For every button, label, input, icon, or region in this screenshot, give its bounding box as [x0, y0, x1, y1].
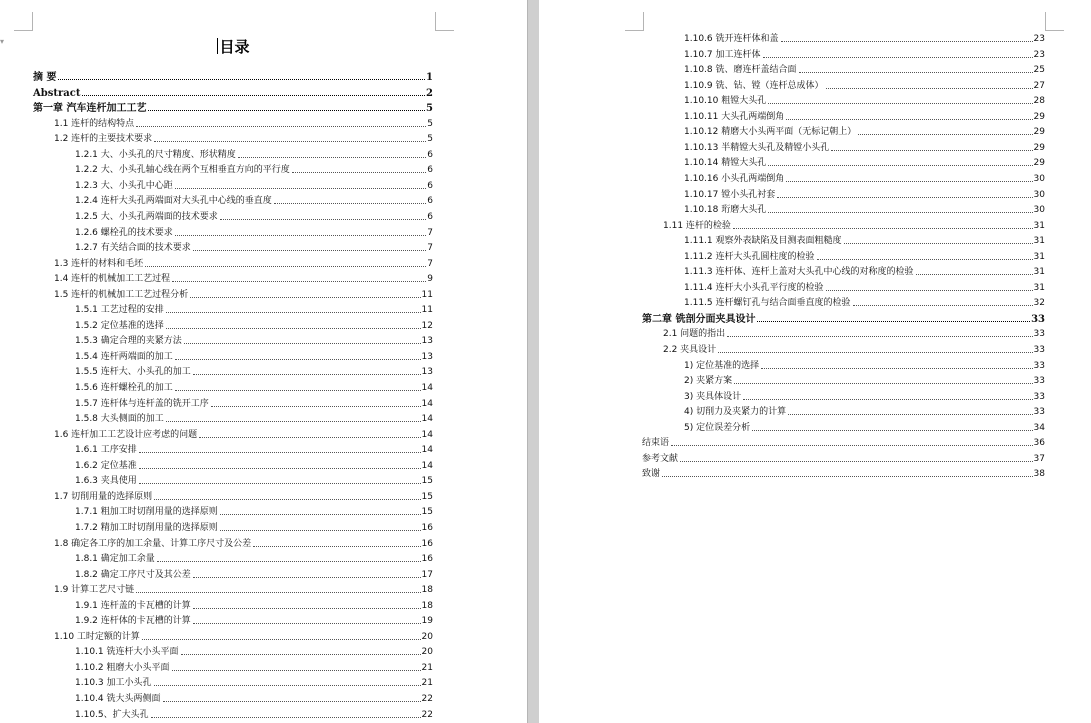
toc-entry-leader [916, 274, 1033, 275]
toc-entry-label: 1.9 计算工艺尺寸链 [54, 585, 135, 596]
toc-entry-label: 1.5.4 连杆两端面的加工 [75, 351, 173, 362]
toc-entry-leader [142, 639, 421, 640]
toc-entry-leader [781, 41, 1033, 42]
toc-entry-leader [734, 383, 1032, 384]
toc-entry-label: 1.10.6 铣开连杆体和盖 [684, 34, 779, 44]
toc-entry-leader [763, 57, 1033, 58]
toc-entry-leader [154, 141, 426, 142]
toc-entry-label: 5) 定位误差分析 [684, 422, 751, 433]
toc-entry-label: Abstract [33, 87, 81, 99]
toc-entry-label: 1.5.2 定位基准的选择 [75, 320, 164, 331]
toc-entry-label: 致谢 [642, 469, 661, 480]
toc-entry-page: 21 [421, 678, 433, 689]
toc-entry-leader [727, 336, 1032, 337]
toc-entry-label: 1.2.4 连杆大头孔两端面对大头孔中心线的垂直度 [75, 196, 272, 207]
toc-entry-label: 1.11 连杆的检验 [663, 220, 731, 231]
toc-entry-page: 31 [1033, 236, 1045, 247]
toc-entry-label: 1.5.6 连杆螺栓孔的加工 [75, 383, 173, 393]
toc-entry-label: 1.5 连杆的机械加工工艺过程分析 [54, 289, 189, 300]
toc-entry-page: 36 [1033, 438, 1045, 449]
toc-entry-leader [199, 437, 420, 438]
toc-entry-label: 1.10 工时定额的计算 [54, 631, 140, 642]
toc-entry-label: 2.2 夹具设计 [663, 345, 717, 355]
toc-entry[interactable] [684, 140, 1045, 154]
toc-entry-leader [175, 359, 421, 360]
toc-entry-leader [680, 461, 1033, 462]
toc-entry-label: 摘 要 [33, 72, 57, 83]
toc-entry-label: 1.8.1 确定加工余量 [75, 554, 155, 565]
toc-entry-leader [193, 623, 421, 624]
toc-entry-label: 1.2.6 螺栓孔的技术要求 [75, 227, 173, 238]
toc-entry-label: 4) 切削力及夹紧力的计算 [684, 407, 787, 418]
toc-entry[interactable] [75, 707, 433, 721]
toc-entry-leader [788, 414, 1032, 415]
toc-entry-page: 33 [1033, 407, 1045, 418]
toc-entry-page: 6 [427, 180, 433, 191]
toc-entry-leader [172, 281, 426, 282]
toc-entry[interactable] [54, 427, 433, 441]
toc-entry[interactable] [684, 171, 1045, 185]
toc-entry-leader [157, 561, 421, 562]
toc-entry[interactable] [75, 380, 433, 394]
toc-entry-leader [175, 390, 421, 391]
toc-entry[interactable] [642, 311, 1045, 325]
toc-entry-label: 1.10.5、扩大头孔 [75, 709, 149, 720]
toc-entry-leader [274, 203, 427, 204]
toc-entry-leader [844, 243, 1033, 244]
toc-entry[interactable] [75, 240, 433, 254]
toc-entry-leader [145, 266, 426, 267]
toc-entry-leader [136, 126, 426, 127]
toc-entry-leader [175, 235, 427, 236]
toc-entry-page: 34 [1033, 422, 1045, 433]
toc-entry-label: 1.2.1 大、小头孔的尺寸精度、形状精度 [75, 149, 236, 160]
toc-entry-page: 20 [421, 631, 433, 642]
toc-entry-page: 16 [421, 538, 433, 549]
toc-entry-label: 1.7 切削用量的选择原则 [54, 491, 153, 502]
toc-entry-page: 15 [421, 476, 433, 487]
toc-entry[interactable] [663, 326, 1045, 340]
toc-entry[interactable] [684, 358, 1045, 372]
toc-entry[interactable] [75, 473, 433, 487]
toc-entry-page: 1 [426, 72, 433, 83]
toc-entry[interactable] [75, 567, 433, 581]
toc-entry-page: 14 [421, 460, 433, 471]
toc-entry-page: 5 [427, 134, 433, 145]
toc-entry-leader [743, 399, 1032, 400]
toc-entry-label: 1.9.1 连杆盖的卡瓦槽的计算 [75, 600, 191, 611]
toc-entry-leader [220, 219, 427, 220]
toc-entry-label: 1.5.1 工艺过程的安排 [75, 305, 164, 316]
toc-entry[interactable] [684, 389, 1045, 403]
toc-entry-label: 1.2.7 有关结合面的技术要求 [75, 243, 191, 254]
page-gutter [527, 0, 539, 723]
toc-entry-page: 13 [421, 336, 433, 347]
toc-entry[interactable] [75, 147, 433, 161]
toc-title[interactable] [0, 36, 467, 57]
toc-entry-label: 1.10.3 加工小头孔 [75, 678, 152, 689]
toc-entry-label: 1.1 连杆的结构特点 [54, 118, 135, 129]
toc-entry[interactable] [75, 551, 433, 565]
toc-entry-page: 29 [1033, 158, 1045, 169]
toc-entry[interactable] [33, 85, 433, 99]
toc-entry[interactable] [75, 613, 433, 627]
toc-entry-page: 15 [421, 507, 433, 518]
toc-entry[interactable] [54, 256, 433, 270]
toc-entry-leader [154, 499, 420, 500]
toc-entry[interactable] [75, 442, 433, 456]
toc-entry[interactable] [684, 295, 1045, 309]
toc-title-text: 目录 [219, 38, 250, 56]
toc-entry-leader [181, 654, 421, 655]
toc-entry[interactable] [684, 155, 1045, 169]
toc-entry-leader [817, 259, 1033, 260]
toc-entry-leader [82, 95, 425, 96]
toc-entry[interactable] [75, 598, 433, 612]
toc-entry-leader [58, 79, 425, 80]
toc-entry[interactable] [642, 435, 1045, 449]
toc-entry-page: 29 [1033, 127, 1045, 138]
toc-entry[interactable] [684, 93, 1045, 107]
toc-entry-page: 22 [421, 694, 433, 704]
toc-entry-leader [718, 352, 1032, 353]
toc-entry[interactable] [75, 302, 433, 316]
toc-entry[interactable] [75, 193, 433, 207]
toc-entry[interactable] [684, 420, 1045, 434]
toc-entry[interactable] [75, 660, 433, 674]
toc-entry-page: 6 [427, 149, 433, 160]
toc-entry-page: 15 [421, 491, 433, 502]
document-page-left[interactable] [0, 0, 527, 723]
toc-entry-leader [768, 212, 1032, 213]
toc-entry-page: 14 [421, 429, 433, 440]
toc-entry-page: 30 [1033, 173, 1045, 184]
toc-entry-leader [671, 445, 1033, 446]
toc-entry[interactable] [684, 280, 1045, 294]
toc-entry-page: 28 [1033, 96, 1045, 107]
toc-entry[interactable] [54, 131, 433, 145]
toc-entry-leader [238, 157, 427, 158]
toc-entry-page: 16 [421, 554, 433, 565]
toc-entry-leader [826, 88, 1033, 89]
toc-entry-leader [139, 483, 421, 484]
toc-entry-leader [139, 468, 421, 469]
toc-entry-page: 6 [427, 196, 433, 207]
toc-entry[interactable] [75, 333, 433, 347]
toc-entry-leader [154, 685, 421, 686]
toc-entry-leader [163, 701, 421, 702]
toc-entry[interactable] [684, 404, 1045, 418]
toc-entry-leader [139, 452, 421, 453]
toc-entry-label: 1.10.17 镗小头孔衬套 [684, 189, 776, 200]
toc-entry-label: 结束语 [642, 438, 670, 449]
toc-entry-leader [761, 368, 1032, 369]
toc-entry-leader [220, 530, 421, 531]
crop-mark-top-right [1045, 12, 1064, 31]
toc-entry-label: 3) 夹具体设计 [684, 391, 742, 402]
toc-entry-page: 31 [1033, 220, 1045, 231]
toc-entry-page: 18 [421, 600, 433, 611]
toc-entry[interactable] [75, 349, 433, 363]
toc-entry-label: 第一章 汽车连杆加工工艺 [33, 103, 147, 115]
toc-entry[interactable] [642, 451, 1045, 465]
toc-entry-label: 1.5.5 连杆大、小头孔的加工 [75, 367, 191, 378]
toc-entry-label: 1.10.11 大头孔两端倒角 [684, 111, 785, 122]
toc-entry-label: 1.5.3 确定合理的夹紧方法 [75, 336, 182, 347]
toc-entry[interactable] [684, 78, 1045, 92]
toc-entry-leader [190, 297, 420, 298]
toc-entry-leader [253, 546, 420, 547]
toc-entry-page: 33 [1033, 376, 1045, 387]
toc-entry-label: 1.9.2 连杆体的卡瓦槽的计算 [75, 616, 191, 627]
toc-entry[interactable] [75, 209, 433, 223]
toc-entry-page: 30 [1033, 189, 1045, 200]
toc-entry-page: 29 [1033, 111, 1045, 122]
toc-entry[interactable] [684, 373, 1045, 387]
toc-entry-page: 7 [427, 243, 433, 254]
toc-entry[interactable] [54, 287, 433, 301]
toc-entry-page: 5 [427, 118, 433, 129]
toc-entry-leader [768, 103, 1032, 104]
toc-entry-page: 7 [427, 258, 433, 269]
toc-entry-page: 14 [421, 398, 433, 409]
toc-entry[interactable] [75, 396, 433, 410]
toc-entry-label: 1.10.12 精磨大小头两平面（无标记朝上） [684, 127, 857, 138]
toc-entry-page: 9 [427, 274, 433, 285]
toc-entry-page: 21 [421, 662, 433, 673]
toc-entry-leader [853, 305, 1033, 306]
toc-entry-page: 37 [1033, 453, 1045, 464]
toc-entry-label: 1.10.14 精镗大头孔 [684, 158, 767, 169]
toc-entry-label: 1.8.2 确定工序尺寸及其公差 [75, 569, 191, 580]
toc-entry-leader [211, 406, 421, 407]
toc-entry-leader [752, 430, 1032, 431]
toc-entry-page: 12 [421, 320, 433, 331]
toc-entry-leader [786, 181, 1032, 182]
toc-entry-label: 1.5.7 连杆体与连杆盖的铣开工序 [75, 398, 209, 409]
toc-entry[interactable] [75, 644, 433, 658]
toc-entry-leader [292, 172, 427, 173]
toc-entry-page: 5 [426, 103, 433, 115]
toc-entry-leader [193, 608, 421, 609]
toc-entry[interactable] [663, 342, 1045, 356]
toc-entry-label: 1.4 连杆的机械加工工艺过程 [54, 274, 171, 285]
document-page-right[interactable] [539, 0, 1091, 723]
toc-entry-page: 17 [421, 569, 433, 580]
toc-entry-page: 6 [427, 211, 433, 222]
toc-entry-label: 1.7.2 精加工时切削用量的选择原则 [75, 522, 218, 533]
toc-entry[interactable] [75, 520, 433, 534]
crop-mark-top-left [14, 12, 33, 31]
toc-entry-page: 11 [421, 305, 433, 316]
toc-entry-label: 1.6.1 工序安排 [75, 445, 137, 456]
toc-entry-label: 1.10.18 珩磨大头孔 [684, 205, 767, 216]
toc-entry-label: 1.10.2 粗磨大小头平面 [75, 662, 170, 673]
toc-entry-page: 33 [1031, 313, 1045, 325]
toc-entry-leader [768, 165, 1032, 166]
toc-entry-page: 23 [1033, 34, 1045, 44]
toc-entry[interactable] [684, 187, 1045, 201]
toc-entry[interactable] [54, 582, 433, 596]
toc-entry-page: 31 [1033, 251, 1045, 262]
toc-entry[interactable] [54, 116, 433, 130]
toc-entry-page: 33 [1033, 391, 1045, 402]
toc-entry-page: 13 [421, 367, 433, 378]
toc-entry[interactable] [684, 233, 1045, 247]
toc-entry-page: 19 [421, 616, 433, 627]
toc-entry-page: 14 [421, 383, 433, 393]
toc-entry-label: 1.11.1 观察外表缺陷及目测表面粗糙度 [684, 236, 842, 247]
toc-entry-label: 1.11.3 连杆体、连杆上盖对大头孔中心线的对称度的检验 [684, 267, 914, 278]
toc-entry-label: 1.6.3 夹具使用 [75, 476, 137, 487]
toc-entry-page: 27 [1033, 80, 1045, 91]
toc-entry[interactable] [54, 536, 433, 550]
toc-entry[interactable] [684, 47, 1045, 61]
toc-entry-leader [799, 72, 1033, 73]
toc-entry-leader [166, 421, 421, 422]
toc-entry-page: 20 [421, 647, 433, 658]
page-gutter-edge [527, 0, 528, 723]
toc-entry-page: 18 [421, 585, 433, 596]
toc-entry-leader [826, 290, 1033, 291]
toc-entry[interactable] [54, 271, 433, 285]
toc-entry-page: 16 [421, 522, 433, 533]
toc-entry[interactable] [684, 109, 1045, 123]
toc-entry[interactable] [54, 629, 433, 643]
toc-entry-label: 1.11.5 连杆螺钉孔与结合面垂直度的检验 [684, 298, 851, 309]
toc-entry-page: 25 [1033, 65, 1045, 76]
toc-entry-leader [151, 717, 421, 718]
toc-entry-page: 7 [427, 227, 433, 238]
toc-entry-page: 6 [427, 165, 433, 176]
toc-entry-leader [733, 228, 1033, 229]
toc-entry-leader [831, 150, 1032, 151]
toc-entry-page: 2 [426, 87, 433, 99]
toc-entry[interactable] [75, 504, 433, 518]
toc-entry-page: 14 [421, 414, 433, 425]
toc-entry-page: 23 [1033, 49, 1045, 60]
toc-entry-label: 1.10.8 铣、磨连杆盖结合面 [684, 65, 797, 76]
crop-mark-top-left [625, 12, 644, 31]
toc-entry[interactable] [75, 458, 433, 472]
toc-entry-label: 1.8 确定各工序的加工余量、计算工序尺寸及公差 [54, 538, 252, 549]
toc-entry-leader [757, 321, 1030, 322]
toc-entry[interactable] [75, 225, 433, 239]
toc-entry-page: 14 [421, 445, 433, 456]
toc-entry-leader [193, 374, 421, 375]
toc-entry-leader [166, 328, 421, 329]
toc-entry-leader [172, 670, 421, 671]
toc-entry[interactable] [684, 202, 1045, 216]
toc-entry-label: 1.10.1 铣连杆大小头平面 [75, 647, 179, 658]
toc-entry[interactable] [75, 411, 433, 425]
toc-entry-leader [662, 476, 1033, 477]
paragraph-marker-icon: ▾ [0, 37, 5, 46]
toc-entry-page: 33 [1033, 329, 1045, 340]
toc-entry-label: 1.6 连杆加工工艺设计应考虑的问题 [54, 429, 198, 440]
toc-entry[interactable] [33, 69, 433, 83]
toc-entry-page: 22 [421, 709, 433, 720]
toc-entry-leader [148, 110, 425, 111]
toc-entry-page: 32 [1033, 298, 1045, 309]
toc-entry-page: 31 [1033, 282, 1045, 293]
toc-entry-leader [786, 119, 1032, 120]
toc-entry-label: 参考文献 [642, 453, 679, 464]
toc-entry-page: 31 [1033, 267, 1045, 278]
toc-entry-label: 1.10.13 半精镗大头孔及精镗小头孔 [684, 142, 830, 153]
toc-entry-leader [184, 343, 421, 344]
toc-entry-leader [166, 312, 421, 313]
toc-entry[interactable] [642, 466, 1045, 480]
toc-entry-label: 1.2.5 大、小头孔两端面的技术要求 [75, 211, 218, 222]
toc-entry-leader [136, 592, 420, 593]
toc-entry-label: 1.2 连杆的主要技术要求 [54, 134, 153, 145]
toc-entry[interactable] [33, 100, 433, 114]
toc-entry-label: 2.1 问题的指出 [663, 329, 726, 340]
toc-entry-label: 1.6.2 定位基准 [75, 460, 137, 471]
toc-entry-label: 1.10.9 铣、钻、镗（连杆总成体） [684, 80, 824, 91]
toc-entry-label: 1.10.7 加工连杆体 [684, 49, 761, 60]
toc-entry-label: 1.5.8 大头侧面的加工 [75, 414, 164, 425]
toc-entry-page: 33 [1033, 345, 1045, 355]
toc-entry-label: 第二章 铣剖分面夹具设计 [642, 313, 756, 325]
toc-entry-label: 1.10.4 铣大头两侧面 [75, 694, 161, 704]
toc-entry-label: 1.10.10 粗镗大头孔 [684, 96, 767, 107]
toc-entry-label: 1.11.4 连杆大小头孔平行度的检验 [684, 282, 824, 293]
toc-entry[interactable] [75, 162, 433, 176]
toc-entry[interactable] [663, 218, 1045, 232]
toc-entry-leader [858, 134, 1032, 135]
toc-entry[interactable] [75, 675, 433, 689]
toc-entry[interactable] [684, 31, 1045, 45]
toc-entry-page: 33 [1033, 360, 1045, 371]
toc-entry-leader [193, 250, 427, 251]
toc-entry[interactable] [54, 489, 433, 503]
toc-entry-page: 30 [1033, 205, 1045, 216]
toc-entry[interactable] [684, 249, 1045, 263]
toc-entry-label: 1.2.3 大、小头孔中心距 [75, 180, 173, 191]
toc-entry-leader [193, 577, 421, 578]
toc-entry-label: 1.11.2 连杆大头孔圆柱度的检验 [684, 251, 815, 262]
toc-entry-leader [220, 514, 421, 515]
toc-entry-label: 1.7.1 粗加工时切削用量的选择原则 [75, 507, 218, 518]
toc-entry-label: 2) 夹紧方案 [684, 376, 733, 387]
toc-entry-page: 11 [421, 289, 433, 300]
toc-entry-page: 38 [1033, 469, 1045, 480]
toc-entry-label: 1.3 连杆的材料和毛坯 [54, 258, 144, 269]
toc-entry[interactable] [684, 124, 1045, 138]
toc-entry-label: 1.10.16 小头孔两端倒角 [684, 173, 785, 184]
crop-mark-top-right [435, 12, 454, 31]
toc-entry[interactable] [75, 364, 433, 378]
toc-entry-label: 1.2.2 大、小头孔轴心线在两个互相垂直方向的平行度 [75, 165, 290, 176]
toc-entry-page: 29 [1033, 142, 1045, 153]
toc-entry[interactable] [75, 691, 433, 705]
toc-entry-leader [175, 188, 427, 189]
toc-entry[interactable] [75, 318, 433, 332]
toc-entry[interactable] [684, 62, 1045, 76]
toc-entry[interactable] [684, 264, 1045, 278]
toc-entry-label: 1) 定位基准的选择 [684, 360, 760, 371]
toc-entry-page: 13 [421, 351, 433, 362]
toc-entry[interactable] [75, 178, 433, 192]
toc-entry-leader [777, 197, 1032, 198]
